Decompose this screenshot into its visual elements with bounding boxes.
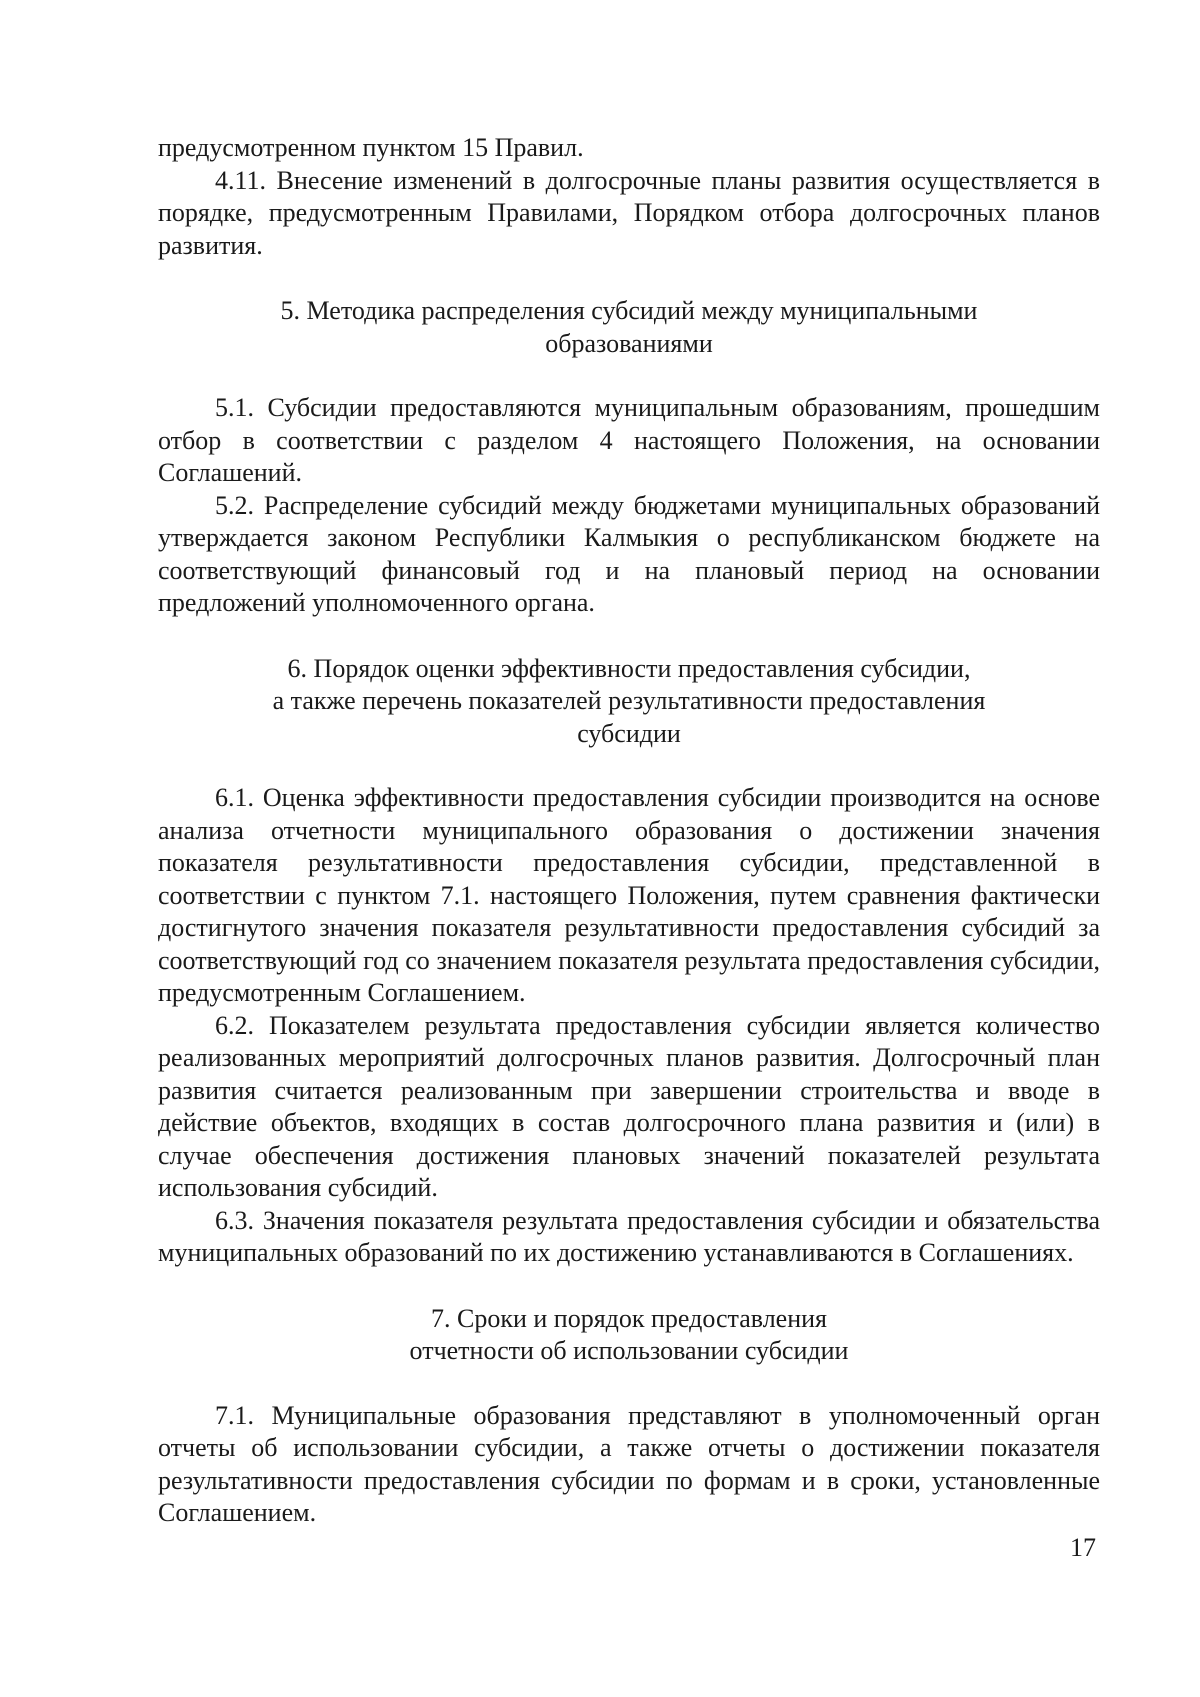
section-heading-5	[158, 295, 1100, 360]
paragraph-4-10-tail: предусмотренном пунктом 15 Правил.	[158, 133, 584, 162]
document-page	[158, 132, 1100, 1530]
heading-line: субсидии	[577, 718, 681, 748]
section-heading-6	[158, 653, 1100, 751]
paragraph-6-3: 6.3. Значения показателя результата предоставления субсидии и обязательства муниципальных образований по их достижению устанавливаются в Соглашениях.	[158, 1205, 1100, 1267]
section-heading-7	[158, 1303, 1100, 1368]
heading-line: а также перечень показателей результативности предоставления	[272, 686, 986, 715]
paragraph-6-2: 6.2. Показателем результата предоставления субсидии является количество реализованных мероприятий долгосрочных планов развития. Долгосрочный план развития считается реализованным при завершении строительства и вводе в действие объектов, входящих в состав долгосрочного плана развития и (или) в случае обеспечения достижения плановых значений показателей результата использования субсидий.	[158, 1010, 1100, 1202]
heading-line: 7. Сроки и порядок предоставления	[430, 1303, 828, 1333]
heading-line: образованиями	[545, 328, 713, 358]
paragraph-5-2: 5.2. Распределение субсидий между бюджетами муниципальных образований утверждается законом Республики Калмыкия о республиканском бюджете на соответствующий финансовый год и на плановый период на основании предложений уполномоченного органа.	[158, 490, 1100, 617]
paragraph-4-11: 4.11. Внесение изменений в долгосрочные планы развития осуществляется в порядке, предусмотренным Правилами, Порядком отбора долгосрочных планов развития.	[158, 165, 1100, 260]
paragraph-7-1: 7.1. Муниципальные образования представляют в уполномоченный орган отчеты об использовании субсидии, а также отчеты о достижении показателя результативности предоставления субсидии по формам и в сроки, установленные Соглашением.	[158, 1400, 1100, 1527]
heading-line: 5. Методика распределения субсидий между муниципальными	[280, 296, 978, 325]
heading-line: отчетности об использовании субсидии	[409, 1336, 849, 1365]
heading-line: 6. Порядок оценки эффективности предоставления субсидии,	[287, 653, 971, 683]
paragraph-6-1: 6.1. Оценка эффективности предоставления субсидии производится на основе анализа отчетности муниципального образования о достижении значения показателя результативности предоставления субсидии, представленной в соответствии с пунктом 7.1. настоящего Положения, путем сравнения фактически достигнутого значения показателя результативности предоставления субсидий за соответствующий год со значением показателя результата предоставления субсидии, предусмотренным Соглашением.	[158, 783, 1100, 1007]
paragraph-5-1: 5.1. Субсидии предоставляются муниципальным образованиям, прошедшим отбор в соответствии с разделом 4 настоящего Положения, на основании Соглашений.	[158, 393, 1100, 487]
page-number: 17	[1070, 1533, 1096, 1562]
